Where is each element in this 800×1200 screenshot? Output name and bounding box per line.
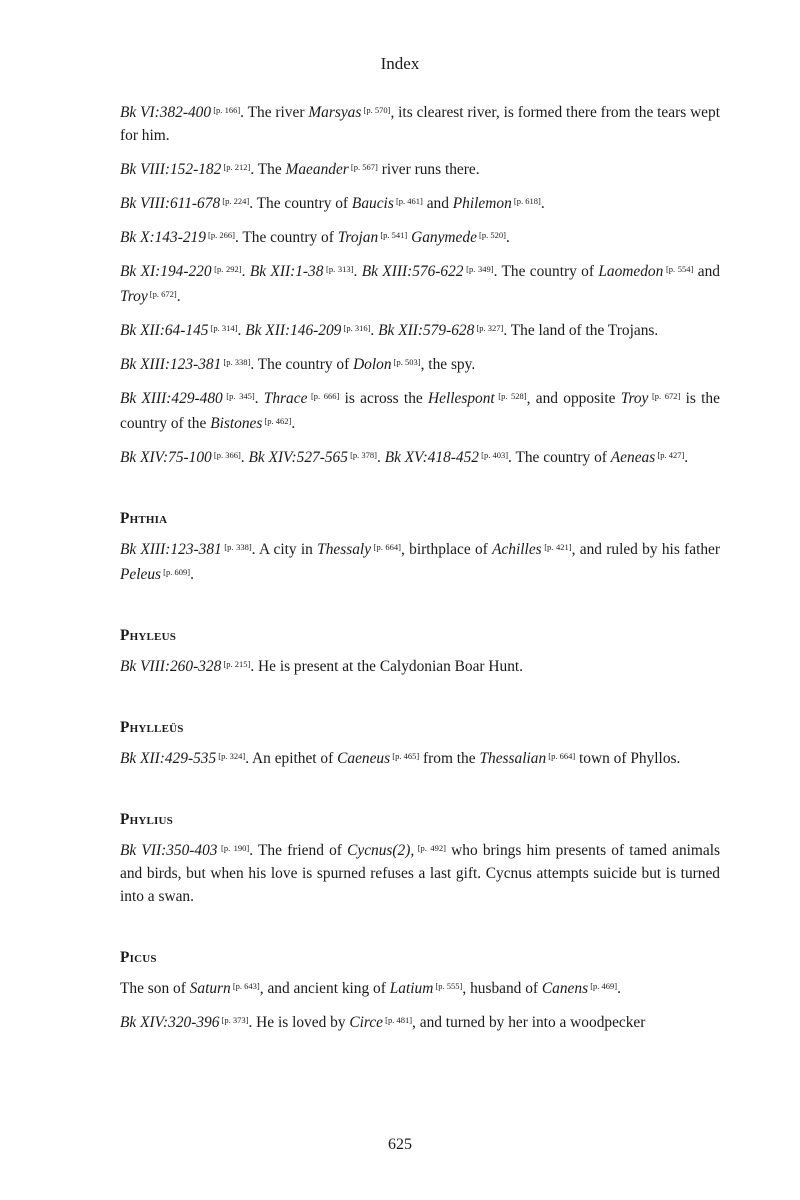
- page-reference-link[interactable]: [p. 664]: [546, 751, 576, 761]
- entry-text: , and ruled by his father: [571, 541, 720, 558]
- cross-reference-link[interactable]: Bk XII:146-209: [245, 322, 342, 339]
- entry-text: , and turned by her into a woodpecker: [412, 1014, 646, 1031]
- index-paragraph: [120, 156, 720, 181]
- entry-text: .: [237, 322, 246, 339]
- entry-text: . A city in: [251, 541, 318, 558]
- running-header: Index: [380, 54, 420, 73]
- entry-text: The son of: [120, 980, 190, 997]
- page-reference-link[interactable]: [p. 166]: [211, 105, 241, 115]
- entry-text: . The friend of: [249, 842, 348, 859]
- index-paragraph: [120, 536, 720, 586]
- page-reference-link[interactable]: [p. 503]: [391, 357, 421, 367]
- entry-text: is the country of the: [120, 390, 720, 432]
- index-paragraph: [120, 975, 720, 1000]
- cross-reference-link[interactable]: Circe: [349, 1014, 383, 1031]
- page-reference-link[interactable]: [p. 215]: [221, 659, 251, 669]
- entry-text: . The country of: [493, 263, 599, 280]
- cross-reference-link[interactable]: Bk XIII:429-480: [120, 390, 223, 407]
- cross-reference-link[interactable]: Bk XIV:320-396: [120, 1014, 220, 1031]
- page-reference-link[interactable]: [p. 469]: [588, 981, 618, 991]
- page-reference-link[interactable]: [p. 266]: [205, 230, 235, 240]
- entry-text: river runs there.: [377, 161, 480, 178]
- entry-text: . The land of the Trojans.: [503, 322, 659, 339]
- cross-reference-link[interactable]: Bk XIII:123-381: [120, 356, 222, 373]
- index-entry-heading: Phyleus: [120, 627, 177, 644]
- cross-reference-link[interactable]: Laomedon: [598, 263, 664, 280]
- index-paragraph: [120, 190, 720, 215]
- page-reference-link[interactable]: [p. 567]: [348, 162, 378, 172]
- cross-reference-link[interactable]: Troy: [120, 288, 148, 305]
- page-reference-link[interactable]: [p. 541]: [378, 230, 408, 240]
- entry-text: and: [693, 263, 720, 280]
- page-reference-link[interactable]: [p. 349]: [463, 264, 494, 274]
- cross-reference-link[interactable]: Aeneas: [610, 449, 656, 466]
- entry-text: . The country of: [508, 449, 611, 466]
- cross-reference-link[interactable]: Canens: [541, 980, 589, 997]
- entry-text: . The: [250, 161, 286, 178]
- cross-reference-link[interactable]: Bk XII:429-535: [120, 750, 217, 767]
- index-paragraph: [120, 258, 720, 308]
- page-reference-link[interactable]: [p. 554]: [663, 264, 694, 274]
- index-paragraph: [120, 837, 720, 908]
- cross-reference-link[interactable]: Caeneus: [337, 750, 391, 767]
- cross-reference-link[interactable]: Maeander: [285, 161, 349, 178]
- cross-reference-link[interactable]: Bk VIII:152-182: [120, 161, 222, 178]
- page-reference-link[interactable]: [p. 313]: [323, 264, 354, 274]
- page-reference-link[interactable]: [p. 465]: [390, 751, 420, 761]
- page-reference-link[interactable]: [p. 520]: [476, 230, 506, 240]
- entry-text: town of Phyllos.: [575, 750, 681, 767]
- page-reference-link[interactable]: [p. 672]: [147, 289, 177, 299]
- cross-reference-link[interactable]: Achilles: [492, 541, 542, 558]
- entry-text: .: [617, 980, 621, 997]
- entry-text: .: [291, 415, 296, 432]
- page-reference-link[interactable]: [p. 427]: [655, 450, 685, 460]
- entry-text: from the: [419, 750, 480, 767]
- entry-text: . The country of: [249, 195, 352, 212]
- entry-text: is across the: [339, 390, 429, 407]
- entry-text: , the spy.: [420, 356, 476, 373]
- index-entry-heading: Phylleüs: [120, 719, 184, 736]
- entry-text: .: [254, 390, 264, 407]
- page-reference-link[interactable]: [p. 481]: [383, 1015, 413, 1025]
- index-paragraph: [120, 1009, 720, 1034]
- index-entry-heading: Phthia: [120, 510, 168, 527]
- page-reference-link[interactable]: [p. 618]: [511, 196, 541, 206]
- cross-reference-link[interactable]: Hellespont: [428, 390, 495, 407]
- page-reference-link[interactable]: [p. 528]: [494, 391, 527, 401]
- page-reference-link[interactable]: [p. 461]: [393, 196, 423, 206]
- page-reference-link[interactable]: [p. 338]: [221, 542, 252, 552]
- cross-reference-link[interactable]: Bk XII:1-38: [249, 263, 324, 280]
- entry-text: . An epithet of: [245, 750, 338, 767]
- index-paragraph: [120, 99, 720, 147]
- cross-reference-link[interactable]: Bk XIV:527-565: [248, 449, 348, 466]
- page-reference-link[interactable]: [p. 338]: [221, 357, 251, 367]
- entry-text: .: [240, 449, 249, 466]
- index-paragraph: [120, 653, 720, 678]
- entry-text: .: [684, 449, 689, 466]
- cross-reference-link[interactable]: Marsyas: [308, 104, 362, 121]
- page-reference-link[interactable]: [p. 327]: [474, 323, 504, 333]
- page-reference-link[interactable]: [p. 224]: [220, 196, 250, 206]
- cross-reference-link[interactable]: Thessalian: [479, 750, 547, 767]
- cross-reference-link[interactable]: Philemon: [452, 195, 512, 212]
- entry-text: and: [422, 195, 453, 212]
- index-paragraph: [120, 444, 720, 469]
- entry-text: .: [176, 288, 181, 305]
- page-number: 625: [388, 1136, 412, 1153]
- entry-text: .: [241, 263, 250, 280]
- cross-reference-link[interactable]: Ganymede: [411, 229, 477, 246]
- cross-reference-link[interactable]: Bk XV:418-452: [384, 449, 479, 466]
- entry-text: . He is loved by: [248, 1014, 350, 1031]
- entry-text: .: [353, 263, 362, 280]
- cross-reference-link[interactable]: Dolon: [353, 356, 392, 373]
- cross-reference-link[interactable]: Bk VIII:260-328: [120, 658, 222, 675]
- page-reference-link[interactable]: [p. 345]: [222, 391, 255, 401]
- entry-text: , and ancient king of: [259, 980, 390, 997]
- index-paragraph: [120, 351, 720, 376]
- page-reference-link[interactable]: [p. 492]: [414, 843, 446, 853]
- cross-reference-link[interactable]: Thessaly: [317, 541, 372, 558]
- cross-reference-link[interactable]: Bk XII:64-145: [120, 322, 209, 339]
- entry-text: , its clearest river, is formed there from the tears wept for him.: [120, 104, 720, 144]
- page-reference-link[interactable]: [p. 403]: [479, 450, 509, 460]
- page-reference-link[interactable]: [p. 190]: [217, 843, 250, 853]
- entry-text: , husband of: [462, 980, 542, 997]
- cross-reference-link[interactable]: Baucis: [351, 195, 394, 212]
- index-paragraph: [120, 317, 720, 342]
- entry-text: .: [376, 449, 385, 466]
- entry-text: . The country of: [250, 356, 354, 373]
- page-reference-link[interactable]: [p. 421]: [541, 542, 572, 552]
- page-reference-link[interactable]: [p. 373]: [219, 1015, 249, 1025]
- entry-text: , and opposite: [526, 390, 621, 407]
- page-reference-link[interactable]: [p. 664]: [371, 542, 401, 552]
- page-reference-link[interactable]: [p. 314]: [208, 323, 238, 333]
- cross-reference-link[interactable]: Bk XI:194-220: [120, 263, 212, 280]
- page-reference-link[interactable]: [p. 292]: [211, 264, 242, 274]
- cross-reference-link[interactable]: Bk XII:579-628: [378, 322, 475, 339]
- page-reference-link[interactable]: [p. 462]: [262, 416, 292, 426]
- page-reference-link[interactable]: [p. 316]: [341, 323, 371, 333]
- entry-text: who brings him presents of tamed animals and birds, but when his love is spurned refuses a last gift. Cycnus attempts suicide but is turned into a swan.: [120, 842, 720, 905]
- entry-text: .: [540, 195, 545, 212]
- cross-reference-link[interactable]: Bistones: [210, 415, 263, 432]
- page-reference-link[interactable]: [p. 570]: [361, 105, 391, 115]
- page-reference-link[interactable]: [p. 324]: [216, 751, 246, 761]
- index-paragraph: [120, 224, 720, 249]
- entry-text: . He is present at the Calydonian Boar Hunt.: [250, 658, 524, 675]
- cross-reference-link[interactable]: Saturn: [189, 980, 231, 997]
- page-reference-link[interactable]: [p. 609]: [161, 567, 191, 577]
- index-content: [120, 99, 720, 1043]
- cross-reference-link[interactable]: Bk XIV:75-100: [120, 449, 212, 466]
- index-entry-heading: Picus: [120, 949, 157, 966]
- page-reference-link[interactable]: [p. 212]: [221, 162, 251, 172]
- page-reference-link[interactable]: [p. 366]: [211, 450, 241, 460]
- entry-text: .: [505, 229, 510, 246]
- cross-reference-link[interactable]: Cycnus(2),: [347, 842, 415, 859]
- cross-reference-link[interactable]: Bk VIII:611-678: [120, 195, 221, 212]
- cross-reference-link[interactable]: Peleus: [120, 566, 162, 583]
- index-paragraph: [120, 385, 720, 435]
- cross-reference-link[interactable]: Troy: [620, 390, 649, 407]
- cross-reference-link[interactable]: Bk X:143-219: [120, 229, 206, 246]
- cross-reference-link[interactable]: Thrace: [263, 390, 308, 407]
- page-reference-link[interactable]: [p. 666]: [307, 391, 340, 401]
- entry-text: , birthplace of: [400, 541, 493, 558]
- page-reference-link[interactable]: [p. 555]: [433, 981, 463, 991]
- page-reference-link[interactable]: [p. 672]: [648, 391, 681, 401]
- cross-reference-link[interactable]: Bk VI:382-400: [120, 104, 212, 121]
- page-reference-link[interactable]: [p. 643]: [230, 981, 260, 991]
- cross-reference-link[interactable]: Latium: [389, 980, 434, 997]
- cross-reference-link[interactable]: Bk VII:350-403: [120, 842, 218, 859]
- cross-reference-link[interactable]: Trojan: [337, 229, 379, 246]
- cross-reference-link[interactable]: Bk XIII:123-381: [120, 541, 222, 558]
- index-paragraph: [120, 745, 720, 770]
- entry-text: .: [190, 566, 194, 583]
- entry-text: . The river: [240, 104, 309, 121]
- entry-text: .: [370, 322, 379, 339]
- page-reference-link[interactable]: [p. 378]: [347, 450, 377, 460]
- index-entry-heading: Phylius: [120, 811, 173, 828]
- cross-reference-link[interactable]: Bk XIII:576-622: [361, 263, 464, 280]
- entry-text: . The country of: [234, 229, 338, 246]
